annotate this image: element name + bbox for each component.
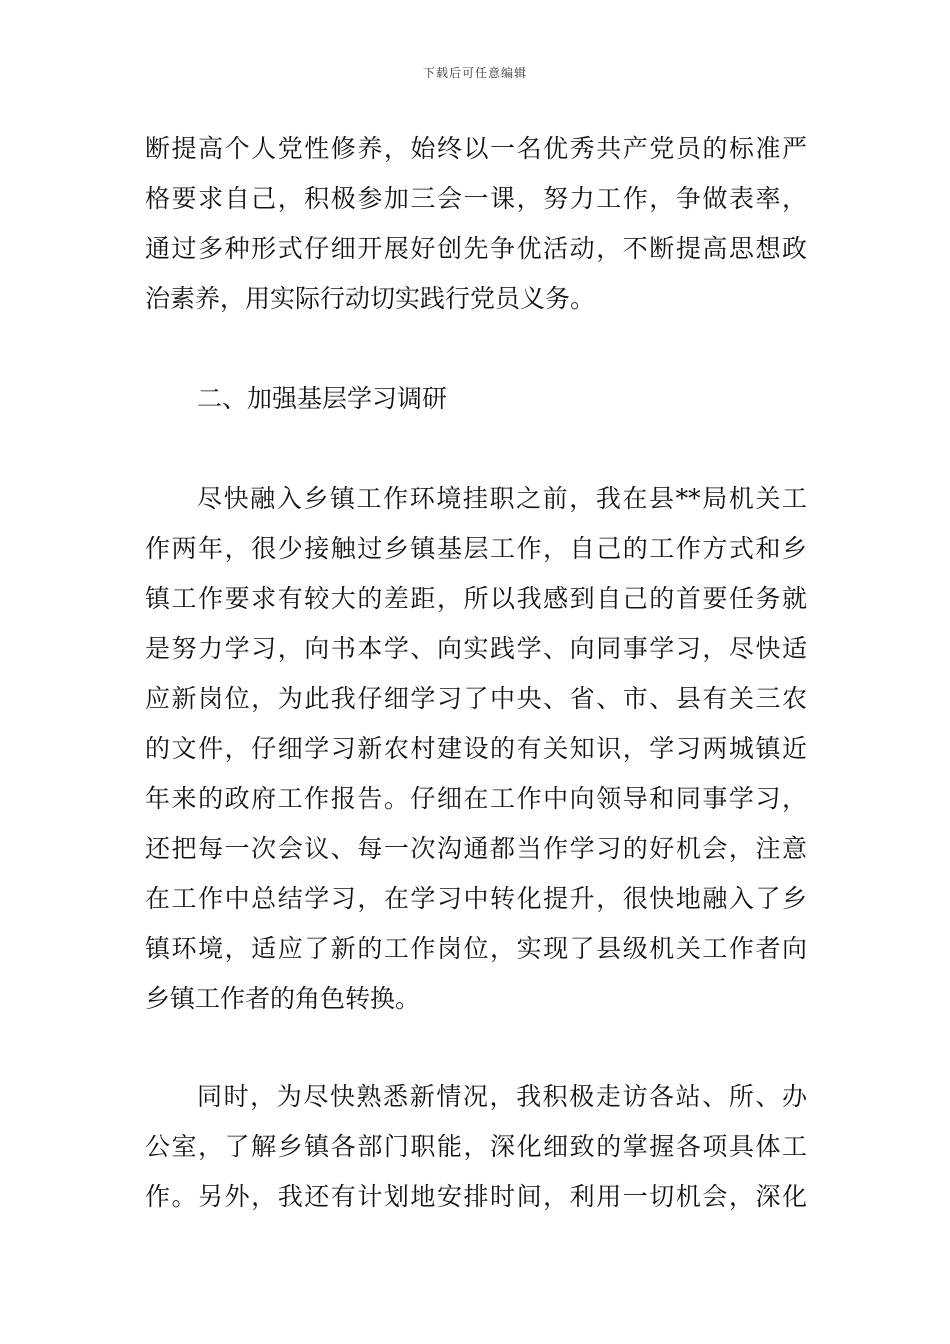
paragraph-line: 作。另外，我还有计划地安排时间，利用一切机会，深化 xyxy=(145,1182,807,1211)
paragraph-line: 镇工作要求有较大的差距，所以我感到自己的首要任务就 xyxy=(145,584,807,613)
paragraph-line: 通过多种形式仔细开展好创先争优活动，不断提高思想政 xyxy=(145,234,807,263)
section-heading xyxy=(145,374,807,424)
paragraph-line: 是努力学习，向书本学、向实践学、向同事学习，尽快适 xyxy=(145,634,807,663)
paragraph-line: 年来的政府工作报告。仔细在工作中向领导和同事学习， xyxy=(145,784,807,813)
paragraph-line: 断提高个人党性修养，始终以一名优秀共产党员的标准严 xyxy=(145,134,807,163)
paragraph-line: 同时，为尽快熟悉新情况，我积极走访各站、所、办 xyxy=(197,1082,807,1111)
section-heading-text: 二、加强基层学习调研 xyxy=(197,384,448,413)
paragraph-line: 治素养，用实际行动切实践行党员义务。 xyxy=(145,284,596,313)
paragraph-line: 乡镇工作者的角色转换。 xyxy=(145,984,421,1013)
paragraph-line: 作两年，很少接触过乡镇基层工作，自己的工作方式和乡 xyxy=(145,534,807,563)
paragraph-2 xyxy=(145,474,807,1024)
paragraph-line: 尽快融入乡镇工作环境挂职之前，我在县**局机关工 xyxy=(197,484,807,513)
paragraph-line: 在工作中总结学习，在学习中转化提升，很快地融入了乡 xyxy=(145,884,807,913)
paragraph-line: 镇环境，适应了新的工作岗位，实现了县级机关工作者向 xyxy=(145,934,807,963)
paragraph-line: 的文件，仔细学习新农村建设的有关知识，学习两城镇近 xyxy=(145,734,807,763)
paragraph-3 xyxy=(145,1072,807,1222)
paragraph-line: 格要求自己，积极参加三会一课，努力工作，争做表率， xyxy=(145,184,807,213)
paragraph-line: 应新岗位，为此我仔细学习了中央、省、市、县有关三农 xyxy=(145,684,807,713)
paragraph-1 xyxy=(145,124,807,324)
paragraph-line: 还把每一次会议、每一次沟通都当作学习的好机会，注意 xyxy=(145,834,807,863)
page-header: 下载后可任意编辑 xyxy=(422,66,527,80)
paragraph-line: 公室，了解乡镇各部门职能，深化细致的掌握各项具体工 xyxy=(145,1132,807,1161)
